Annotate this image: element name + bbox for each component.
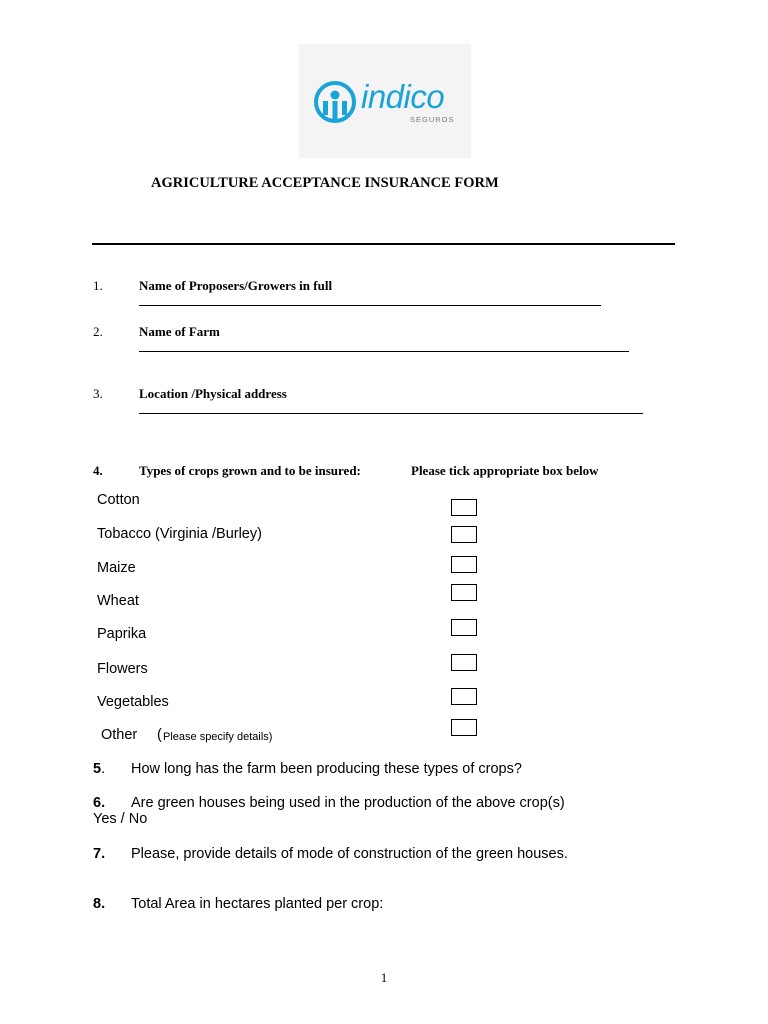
indico-logo-icon [313,80,357,124]
field-2-input-line[interactable] [139,351,629,352]
crop-other-note: Please specify details) [163,731,273,743]
crop-label-wheat: Wheat [97,593,139,609]
question-7-number: 7. [93,846,106,862]
field-3-number: 3. [93,386,103,401]
crop-label-maize: Maize [97,560,136,576]
question-5-text: How long has the farm been producing these types of crops? [131,761,522,777]
logo-text: indico [361,78,445,115]
crops-section-instruction: Please tick appropriate box below [411,463,599,478]
question-5-suffix: . [101,761,106,777]
field-1-input-line[interactable] [139,305,601,306]
title-divider [92,243,675,245]
logo [299,44,471,158]
question-6-number: 6. [93,795,106,811]
checkbox-paprika[interactable] [451,619,477,636]
crop-label-paprika: Paprika [97,626,147,642]
crop-label-flowers: Flowers [97,661,148,677]
page-number: 1 [380,970,388,985]
question-6-text: Are green houses being used in the production of the above crop(s) [131,795,565,811]
question-7-text: Please, provide details of mode of construction of the green houses. [131,846,568,862]
question-5 [93,761,105,777]
crop-label-tobacco: Tobacco (Virginia /Burley) [97,526,262,542]
field-1-label: Name of Proposers/Growers in full [139,278,333,293]
field-2-label: Name of Farm [139,324,220,339]
logo-subtitle: SEGUROS [410,115,455,124]
question-8-number: 8. [93,896,106,912]
checkbox-other[interactable] [451,719,477,736]
field-3-input-line[interactable] [139,413,643,414]
field-3-label: Location /Physical address [139,386,287,401]
checkbox-maize[interactable] [451,556,477,573]
crop-other-paren: ( [157,727,162,743]
field-2-number: 2. [93,324,103,339]
question-6-options: Yes / No [93,811,148,827]
crop-label-other: Other [101,727,138,743]
crop-label-cotton: Cotton [97,492,140,508]
crops-section-number: 4. [93,463,103,478]
crops-section-label: Types of crops grown and to be insured: [139,463,361,478]
checkbox-tobacco[interactable] [451,526,477,543]
checkbox-vegetables[interactable] [451,688,477,705]
question-8-text: Total Area in hectares planted per crop: [131,896,384,912]
checkbox-cotton[interactable] [451,499,477,516]
checkbox-wheat[interactable] [451,584,477,601]
form-title: AGRICULTURE ACCEPTANCE INSURANCE FORM [151,175,499,191]
question-5-number: 5 [93,761,102,777]
checkbox-flowers[interactable] [451,654,477,671]
field-1-number: 1. [93,278,103,293]
crop-label-vegetables: Vegetables [97,694,169,710]
